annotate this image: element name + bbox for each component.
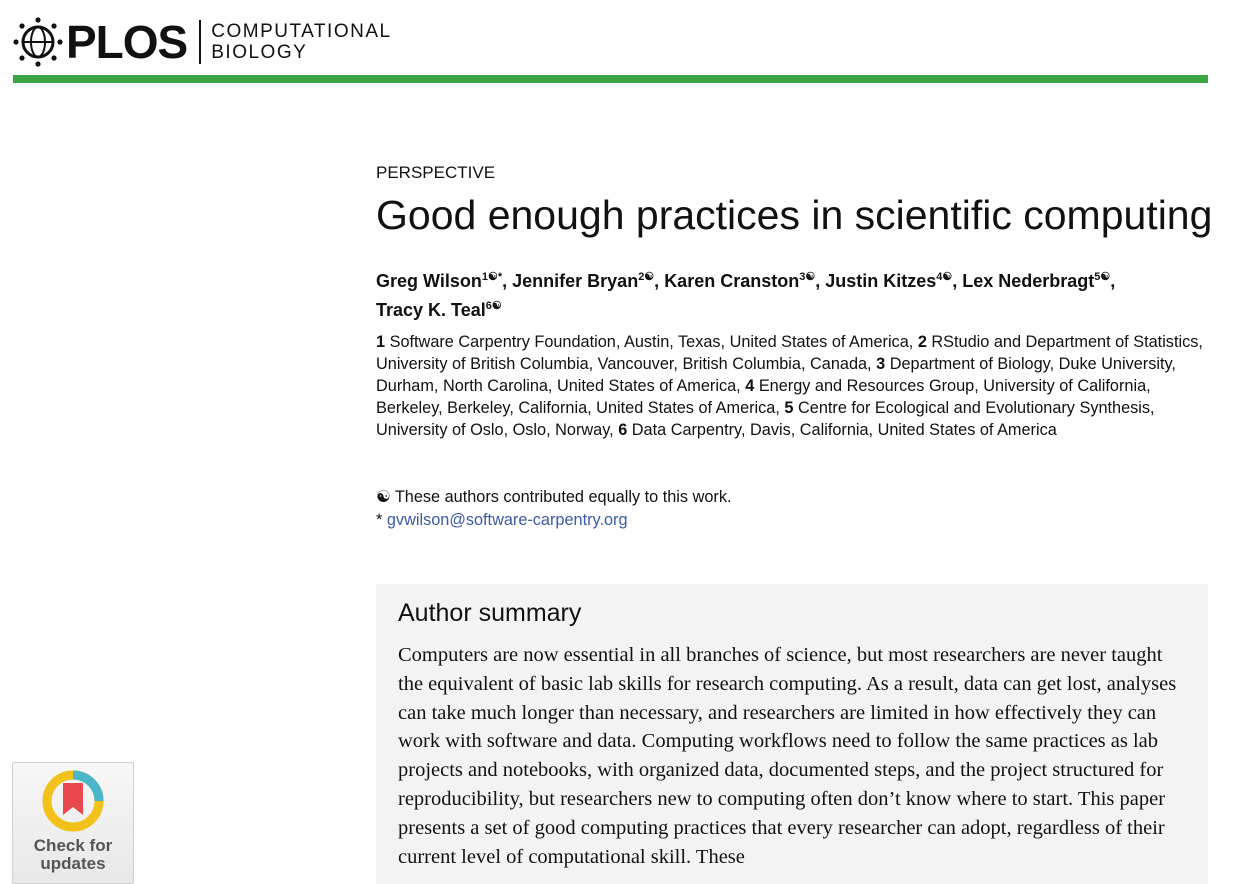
author[interactable]: Karen Cranston$^{3☯}$ bbox=[664, 271, 816, 291]
affiliation-number: 6 bbox=[618, 421, 628, 439]
journal-name-line1: COMPUTATIONAL bbox=[211, 21, 392, 42]
author[interactable]: Justin Kitzes$^{4☯}$ bbox=[825, 271, 953, 291]
plos-logo[interactable] bbox=[12, 14, 392, 70]
plos-globe-icon bbox=[12, 16, 64, 68]
affiliation-number: 4 bbox=[745, 377, 755, 395]
author[interactable]: Tracy K. Teal$^{6☯}$ bbox=[376, 300, 502, 320]
corresponding-author: * gvwilson@software-carpentry.org bbox=[376, 511, 628, 529]
check-for-updates-badge[interactable] bbox=[12, 762, 134, 884]
author-summary-text: Computers are now essential in all branches of science, but most researchers are never taught the equivalent of basic lab skills for research computing. As a result, data can get lost, analyses can take much longer than necessary, and researchers are limited in how effectively they can work with software and data. Computing workflows need to follow the same practices as lab projects and notebooks, with organized data, documented steps, and the project structured for reproducibility, but researchers new to computing often don’t know where to start. This paper presents a set of good computing practices that every researcher can adopt, regardless of their current level of computational skill. These bbox=[398, 644, 1177, 868]
badge-label-line2: updates bbox=[40, 854, 106, 873]
badge-label bbox=[13, 837, 133, 873]
equal-contribution-note: ☯ These authors contributed equally to this work. bbox=[376, 488, 732, 506]
author-summary-box bbox=[376, 584, 1208, 884]
affiliation-number: 1 bbox=[376, 333, 386, 351]
article-type: PERSPECTIVE bbox=[376, 163, 496, 182]
affiliation-text: Department of Biology, Duke University, Durham, North Carolina, United States of America, bbox=[376, 355, 1176, 395]
author[interactable]: Greg Wilson$^{1☯*}$ bbox=[376, 271, 503, 291]
affiliation-number: 3 bbox=[876, 355, 886, 373]
affiliation-text: Energy and Resources Group, University of California, Berkeley, Berkeley, California, United States of America, bbox=[376, 377, 1151, 417]
plos-wordmark: PLOS bbox=[66, 16, 188, 68]
affiliation-number: 5 bbox=[784, 399, 794, 417]
author-summary-heading: Author summary bbox=[398, 599, 582, 627]
affiliations bbox=[376, 331, 1206, 441]
affiliation-text: Centre for Ecological and Evolutionary Synthesis, University of Oslo, Oslo, Norway, bbox=[376, 399, 1155, 439]
author-notes bbox=[376, 486, 732, 532]
corresponding-email-link[interactable]: gvwilson@software-carpentry.org bbox=[386, 511, 628, 529]
author[interactable]: Jennifer Bryan$^{2☯}$ bbox=[512, 271, 655, 291]
journal-name bbox=[211, 21, 391, 63]
bookmark-icon bbox=[41, 769, 105, 833]
author-list: Greg Wilson$^{1☯*}$, Jennifer Bryan$^{2☯}$, Karen Cranston$^{3☯}$, Justin Kitzes$^{4☯}$, Lex Nederbragt$^{5☯}$, Tracy K. Teal$^{6☯}$ bbox=[376, 271, 1116, 320]
logo-divider bbox=[199, 20, 201, 64]
badge-label-line1: Check for bbox=[33, 836, 113, 855]
header-accent-bar bbox=[13, 75, 1208, 83]
affiliation-number: 2 bbox=[917, 333, 927, 351]
author[interactable]: Lex Nederbragt$^{5☯}$ bbox=[962, 271, 1111, 291]
affiliation-text: Data Carpentry, Davis, California, United States of America bbox=[631, 421, 1057, 439]
journal-name-line2: BIOLOGY bbox=[211, 42, 308, 63]
article-title: Good enough practices in scientific computing bbox=[376, 192, 1213, 238]
affiliation-text: RStudio and Department of Statistics, University of British Columbia, Vancouver, British Columbia, Canada, bbox=[376, 333, 1203, 373]
affiliation-text: Software Carpentry Foundation, Austin, Texas, United States of America, bbox=[389, 333, 914, 351]
